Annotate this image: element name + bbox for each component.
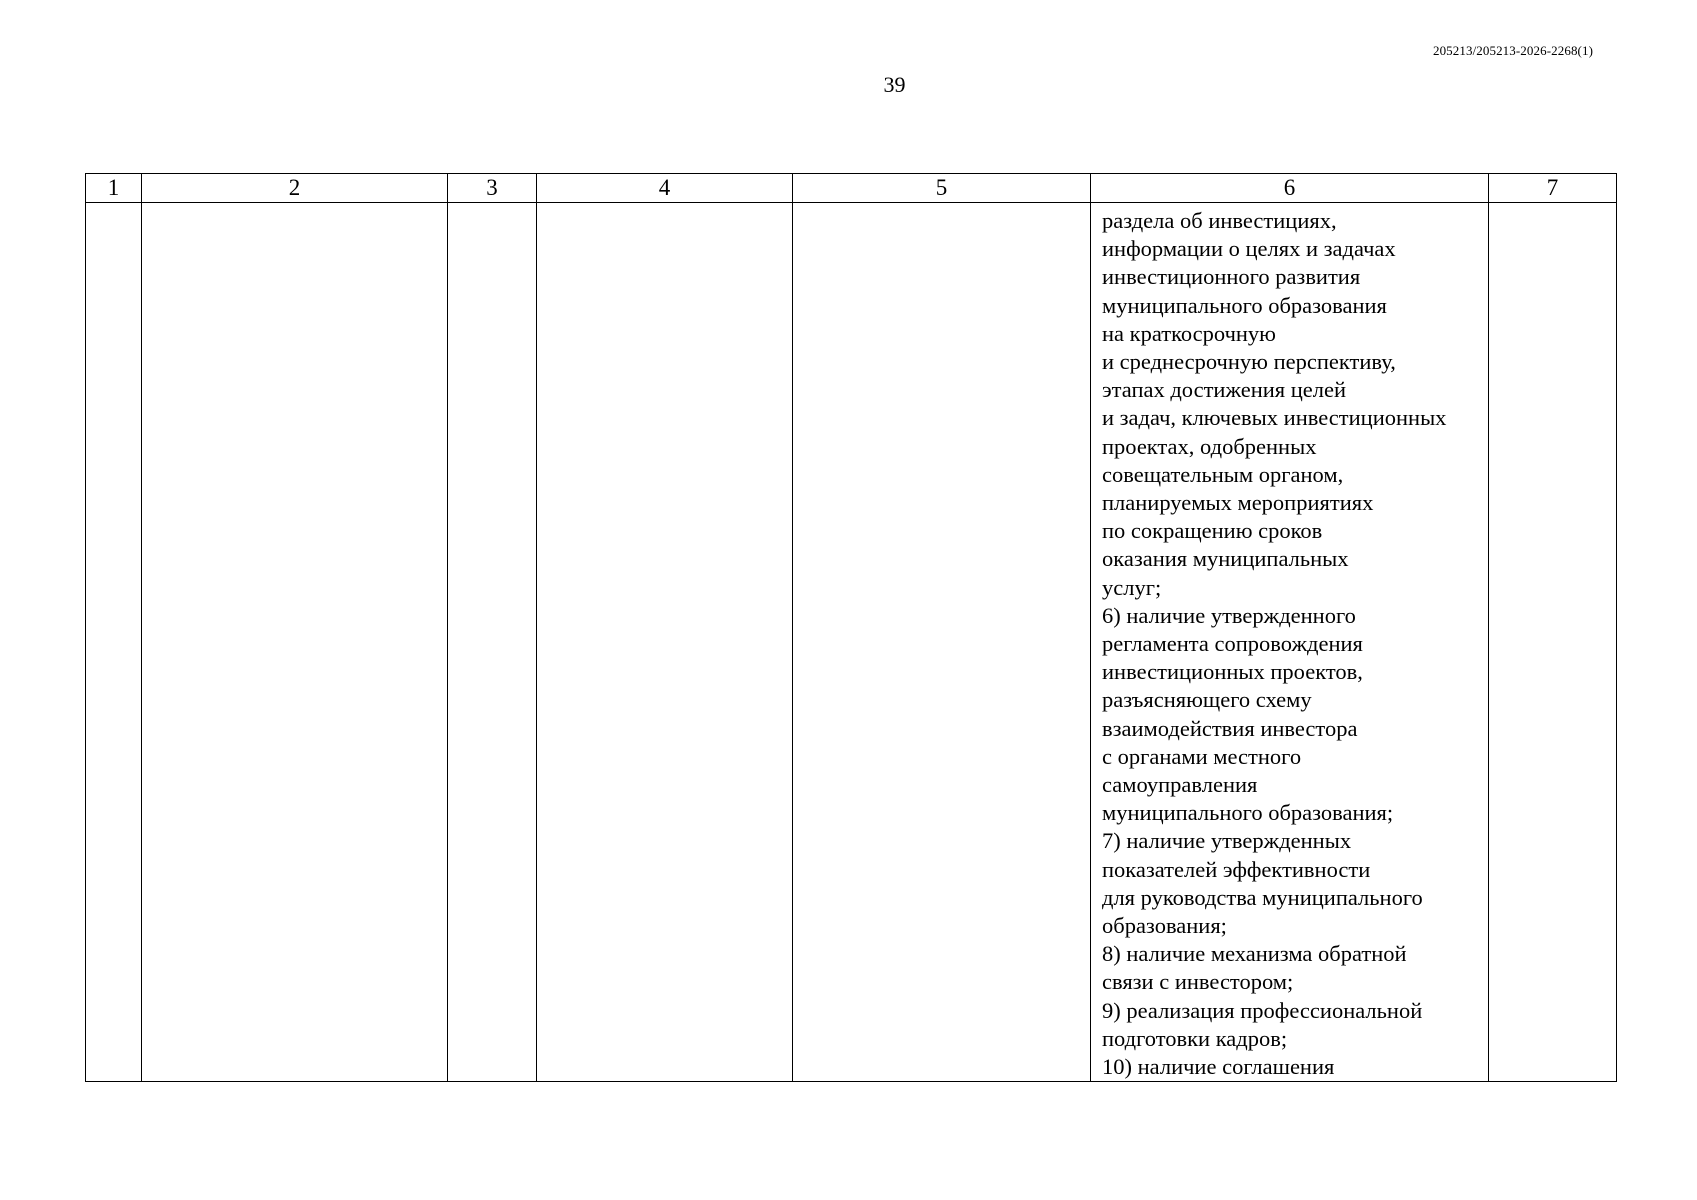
text-line: связи с инвестором; [1102, 969, 1294, 995]
column-header-5: 5 [793, 174, 1091, 203]
document-id: 205213/205213-2026-2268(1) [1432, 43, 1593, 58]
cell-col6-text [1091, 203, 1488, 1081]
text-line: показателей эффективности [1102, 856, 1371, 882]
column-header-1: 1 [86, 174, 142, 203]
cell-col6 [1091, 203, 1489, 1082]
text-line: подготовки кадров; [1102, 1025, 1288, 1051]
column-header-3: 3 [448, 174, 537, 203]
header-row [86, 174, 1617, 203]
text-line: по сокращению сроков [1102, 518, 1323, 544]
text-line: муниципального образования [1102, 292, 1387, 318]
text-line: самоуправления [1102, 772, 1258, 798]
text-line: 8) наличие механизма обратной [1102, 941, 1407, 967]
text-line: услуг; [1102, 574, 1162, 600]
cell-col3 [448, 203, 537, 1082]
text-line: 7) наличие утвержденных [1102, 828, 1352, 854]
column-header-4: 4 [537, 174, 793, 203]
text-line: и среднесрочную перспективу, [1102, 349, 1396, 375]
text-line: и задач, ключевых инвестиционных [1102, 405, 1447, 431]
column-header-6: 6 [1091, 174, 1489, 203]
text-line: муниципального образования; [1102, 800, 1394, 826]
cell-col4 [537, 203, 793, 1082]
text-line: оказания муниципальных [1102, 546, 1349, 572]
cell-col5 [793, 203, 1091, 1082]
cell-col7 [1489, 203, 1617, 1082]
text-line: образования; [1102, 913, 1227, 939]
text-line: инвестиционного развития [1102, 264, 1361, 290]
cell-col2 [142, 203, 448, 1082]
text-line: с органами местного [1102, 743, 1302, 769]
text-line: совещательным органом, [1102, 461, 1344, 487]
text-line: взаимодействия инвестора [1102, 715, 1358, 741]
text-line: планируемых мероприятиях [1102, 490, 1374, 516]
text-line: проектах, одобренных [1102, 433, 1317, 459]
cell-col1 [86, 203, 142, 1082]
page-number: 39 [883, 72, 906, 97]
table-row [86, 203, 1617, 1082]
text-line: 6) наличие утвержденного [1102, 602, 1356, 628]
text-line: разъясняющего схему [1102, 687, 1312, 713]
text-line: на краткосрочную [1102, 320, 1276, 346]
text-line: раздела об инвестициях, [1102, 208, 1337, 233]
text-line: этапах достижения целей [1102, 377, 1347, 403]
text-line: регламента сопровождения [1102, 631, 1363, 657]
text-line: 9) реализация профессиональной [1102, 997, 1423, 1023]
data-table [85, 173, 1617, 1082]
column-header-7: 7 [1489, 174, 1617, 203]
column-header-2: 2 [142, 174, 448, 203]
text-line: для руководства муниципального [1102, 884, 1423, 910]
text-line: информации о целях и задачах [1102, 236, 1396, 262]
text-line: инвестиционных проектов, [1102, 659, 1363, 685]
text-line: 10) наличие соглашения [1102, 1054, 1335, 1080]
